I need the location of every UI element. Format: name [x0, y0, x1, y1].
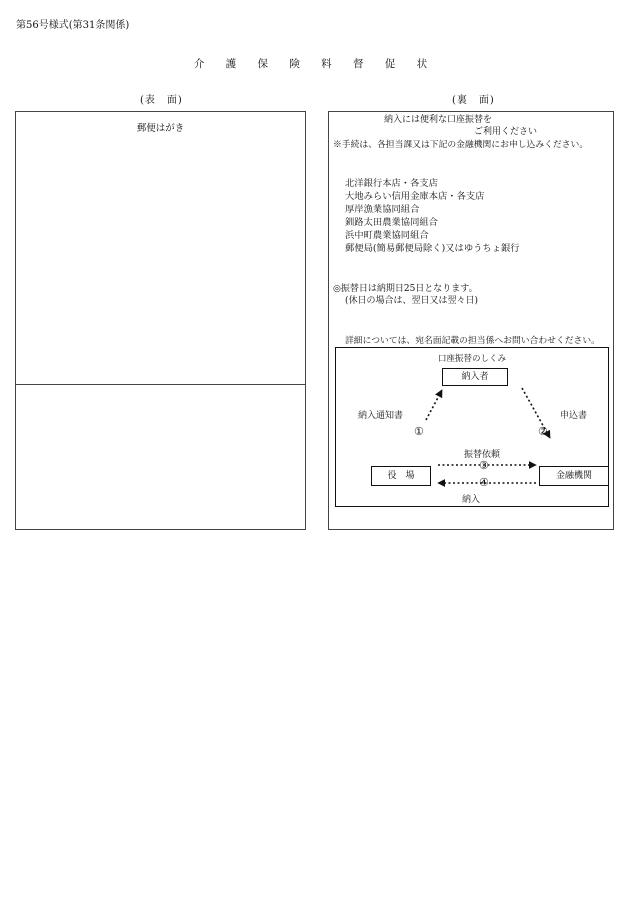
intro-line-1: 納入には便利な口座振替を — [384, 115, 493, 125]
postcard-label: 郵便はがき — [136, 123, 185, 134]
step-1-marker: ① — [414, 425, 424, 438]
bank-item: 大地みらい信用金庫本店・各支店 — [345, 191, 485, 202]
diagram-title: 口座振替のしくみ — [437, 354, 506, 364]
intro-line-2: ご利用ください — [474, 127, 538, 137]
step-3-marker: ③ — [479, 459, 489, 472]
bank-item: 釧路太田農業協同組合 — [345, 217, 438, 228]
notice-label: 納入通知書 — [358, 411, 404, 421]
transfer-date-note: ◎振替日は納期日25日となります。 — [333, 284, 478, 294]
page-title: 介 護 保 険 料 督 促 状 — [193, 58, 437, 70]
step-2-marker: ② — [538, 425, 548, 438]
bank-item: 厚岸漁業協同組合 — [345, 204, 420, 215]
form-number-label: 第56号様式(第31条関係) — [16, 20, 130, 31]
financial-institution-box: 金融機関 — [539, 466, 609, 486]
inquiry-note: 詳細については、宛名面記載の担当係へお問い合わせください。 — [345, 336, 600, 346]
back-side-panel — [328, 111, 614, 530]
bank-item: 郵便局(簡易郵便局除く)又はゆうちょ銀行 — [345, 243, 520, 254]
step-4-marker: ④ — [479, 476, 489, 489]
front-side-panel — [15, 111, 306, 530]
payment-label: 納入 — [461, 495, 480, 505]
notice-arrow — [426, 390, 442, 420]
city-office-box: 役 場 — [371, 466, 431, 486]
front-divider — [16, 384, 305, 385]
procedure-note: ※手続は、各担当課又は下記の金融機関にお申し込みください。 — [333, 140, 589, 150]
transfer-request-label: 振替依頼 — [464, 450, 501, 460]
holiday-note: (休日の場合は、翌日又は翌々日) — [345, 296, 479, 306]
front-side-caption: (表 面) — [140, 95, 183, 106]
bank-item: 浜中町農業協同組合 — [345, 230, 429, 241]
back-side-caption: (裏 面) — [452, 95, 495, 106]
account-transfer-diagram — [335, 347, 609, 507]
bank-item: 北洋銀行本店・各支店 — [345, 178, 438, 189]
payer-box: 納入者 — [442, 368, 508, 386]
application-label: 申込書 — [560, 411, 588, 421]
